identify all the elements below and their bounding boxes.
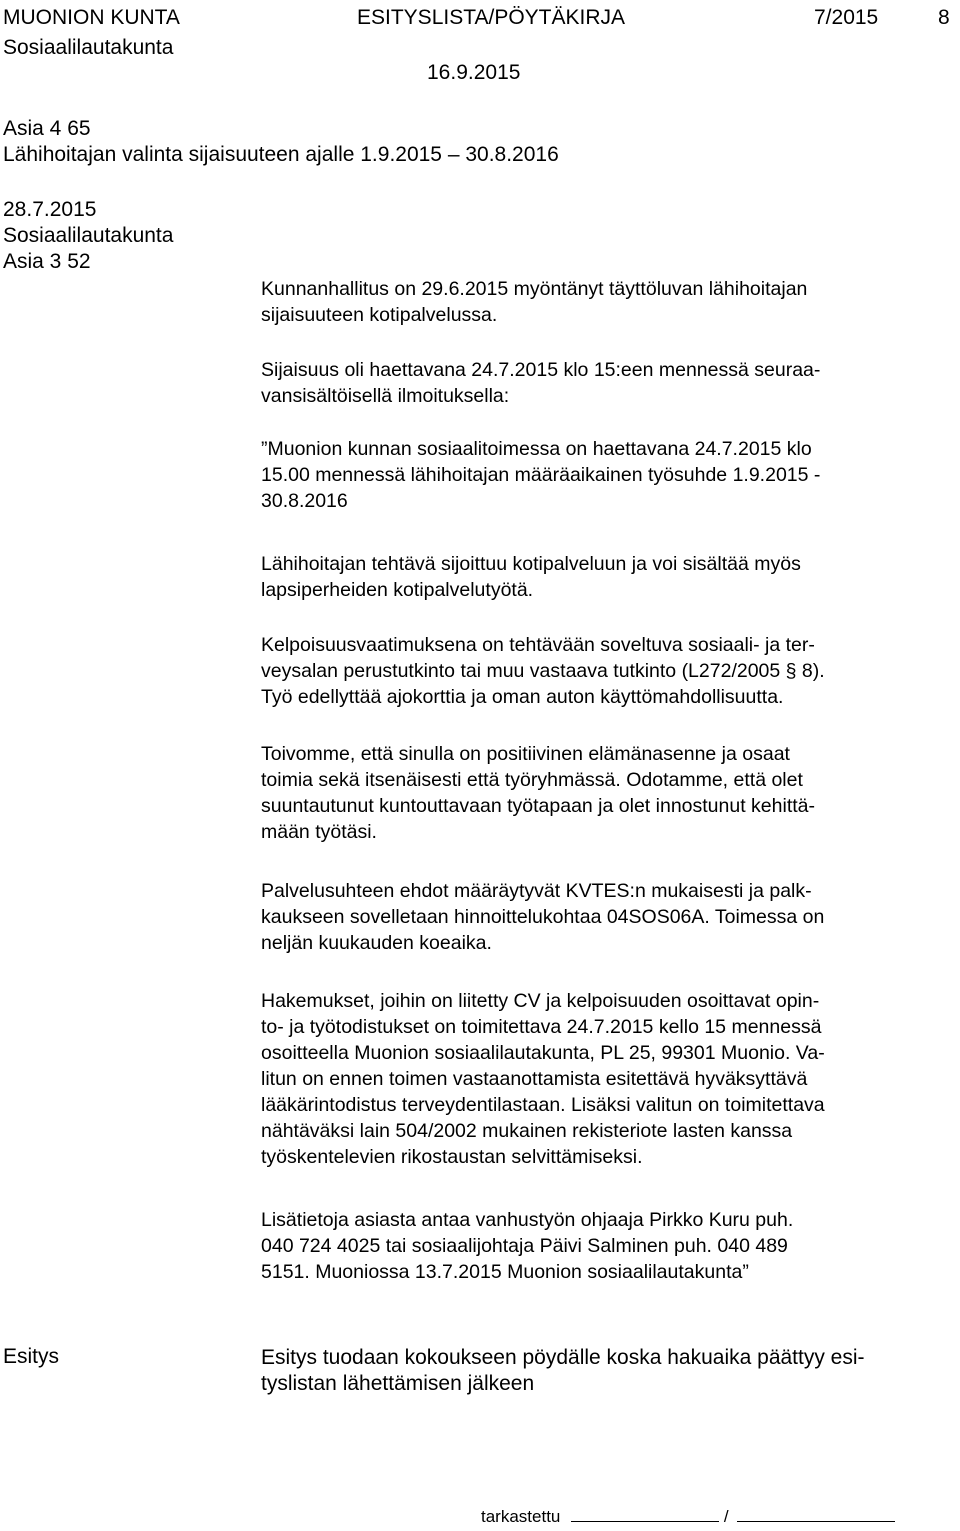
proposal-text	[261, 1345, 957, 1397]
paragraph-approval	[261, 276, 957, 328]
text-line: sijaisuuteen kotipalvelussa.	[261, 304, 498, 326]
municipality-name: MUONION KUNTA	[3, 6, 180, 29]
item-label: Asia 4 65	[3, 117, 91, 140]
text-line: mään työtäsi.	[261, 821, 377, 843]
proposal-label: Esitys	[3, 1345, 60, 1368]
text-line: lääkärintodistus terveydentilastaan. Lisäksi valitun on toimitettava	[261, 1094, 825, 1116]
text-line: litun on ennen toimen vastaanottamista esitettävä hyväksyttävä	[261, 1068, 808, 1090]
footer-checked	[481, 1507, 895, 1527]
text-line: 040 724 4025 tai sosiaalijohtaja Päivi Salminen puh. 040 489	[261, 1235, 788, 1257]
text-line: kaukseen sovelletaan hinnoittelukohtaa 04SOS06A. Toimessa on	[261, 906, 825, 928]
text-line: Kelpoisuusvaatimuksena on tehtävään soveltuva sosiaali- ja ter-	[261, 634, 815, 656]
text-line: Toivomme, että sinulla on positiivinen elämänasenne ja osaat	[261, 743, 790, 765]
paragraph-attitude	[261, 741, 957, 845]
text-line: 5151. Muoniossa 13.7.2015 Muonion sosiaalilautakunta”	[261, 1261, 749, 1283]
text-line: Lähihoitajan tehtävä sijoittuu kotipalveluun ja voi sisältää myös	[261, 553, 801, 575]
previous-date: 28.7.2015	[3, 198, 97, 221]
paragraph-qualifications	[261, 632, 957, 710]
signature-line-right	[737, 1520, 895, 1522]
checked-label: tarkastettu	[481, 1507, 561, 1526]
signature-line-left	[571, 1520, 719, 1522]
meeting-date: 16.9.2015	[427, 61, 521, 84]
paragraph-vacancy	[261, 357, 957, 409]
paragraph-applications	[261, 988, 957, 1170]
text-line: 15.00 mennessä lähihoitajan määräaikainen työsuhde 1.9.2015 -	[261, 464, 821, 486]
previous-item: Asia 3 52	[3, 250, 91, 273]
paragraph-duties	[261, 551, 957, 603]
text-line: lapsiperheiden kotipalvelutyötä.	[261, 579, 534, 601]
text-line: Sijaisuus oli haettavana 24.7.2015 klo 15:een mennessä seuraa-	[261, 359, 821, 381]
text-line: osoitteella Muonion sosiaalilautakunta, PL 25, 99301 Muonio. Va-	[261, 1042, 825, 1064]
item-title: Lähihoitajan valinta sijaisuuteen ajalle 1.9.2015 – 30.8.2016	[3, 143, 559, 166]
text-line: veysalan perustutkinto tai muu vastaava tutkinto (L272/2005 § 8).	[261, 660, 825, 682]
text-line: tyslistan lähettämisen jälkeen	[261, 1372, 535, 1395]
text-line: to- ja työtodistukset on toimitettava 24.7.2015 kello 15 mennessä	[261, 1016, 822, 1038]
text-line: Kunnanhallitus on 29.6.2015 myöntänyt täyttöluvan lähihoitajan	[261, 278, 808, 300]
document-number: 7/2015	[814, 6, 879, 29]
text-line: toimia sekä itsenäisesti että työryhmässä. Odotamme, että olet	[261, 769, 803, 791]
text-line: suuntautunut kuntouttavaan työtapaan ja olet innostunut kehittä-	[261, 795, 815, 817]
previous-board: Sosiaalilautakunta	[3, 224, 174, 247]
text-line: 30.8.2016	[261, 490, 348, 512]
board-name: Sosiaalilautakunta	[3, 36, 174, 59]
signature-separator: /	[723, 1507, 729, 1526]
text-line: Hakemukset, joihin on liitetty CV ja kelpoisuuden osoittavat opin-	[261, 990, 820, 1012]
text-line: Esitys tuodaan kokoukseen pöydälle koska hakuaika päättyy esi-	[261, 1346, 865, 1369]
text-line: nähtäväksi lain 504/2002 mukainen rekisteriote lasten kanssa	[261, 1120, 793, 1142]
text-line: Työ edellyttää ajokorttia ja oman auton käyttömahdollisuutta.	[261, 686, 784, 708]
paragraph-announcement	[261, 436, 957, 514]
paragraph-terms	[261, 878, 957, 956]
text-line: Palvelusuhteen ehdot määräytyvät KVTES:n mukaisesti ja palk-	[261, 880, 812, 902]
text-line: neljän kuukauden koeaika.	[261, 932, 492, 954]
text-line: vansisältöisellä ilmoituksella:	[261, 385, 510, 407]
text-line: työskentelevien rikostaustan selvittämiseksi.	[261, 1146, 643, 1168]
page-number: 8	[938, 6, 950, 29]
paragraph-contact	[261, 1207, 957, 1285]
text-line: ”Muonion kunnan sosiaalitoimessa on haettavana 24.7.2015 klo	[261, 438, 812, 460]
text-line: Lisätietoja asiasta antaa vanhustyön ohjaaja Pirkko Kuru puh.	[261, 1209, 794, 1231]
document-type: ESITYSLISTA/PÖYTÄKIRJA	[357, 6, 626, 29]
